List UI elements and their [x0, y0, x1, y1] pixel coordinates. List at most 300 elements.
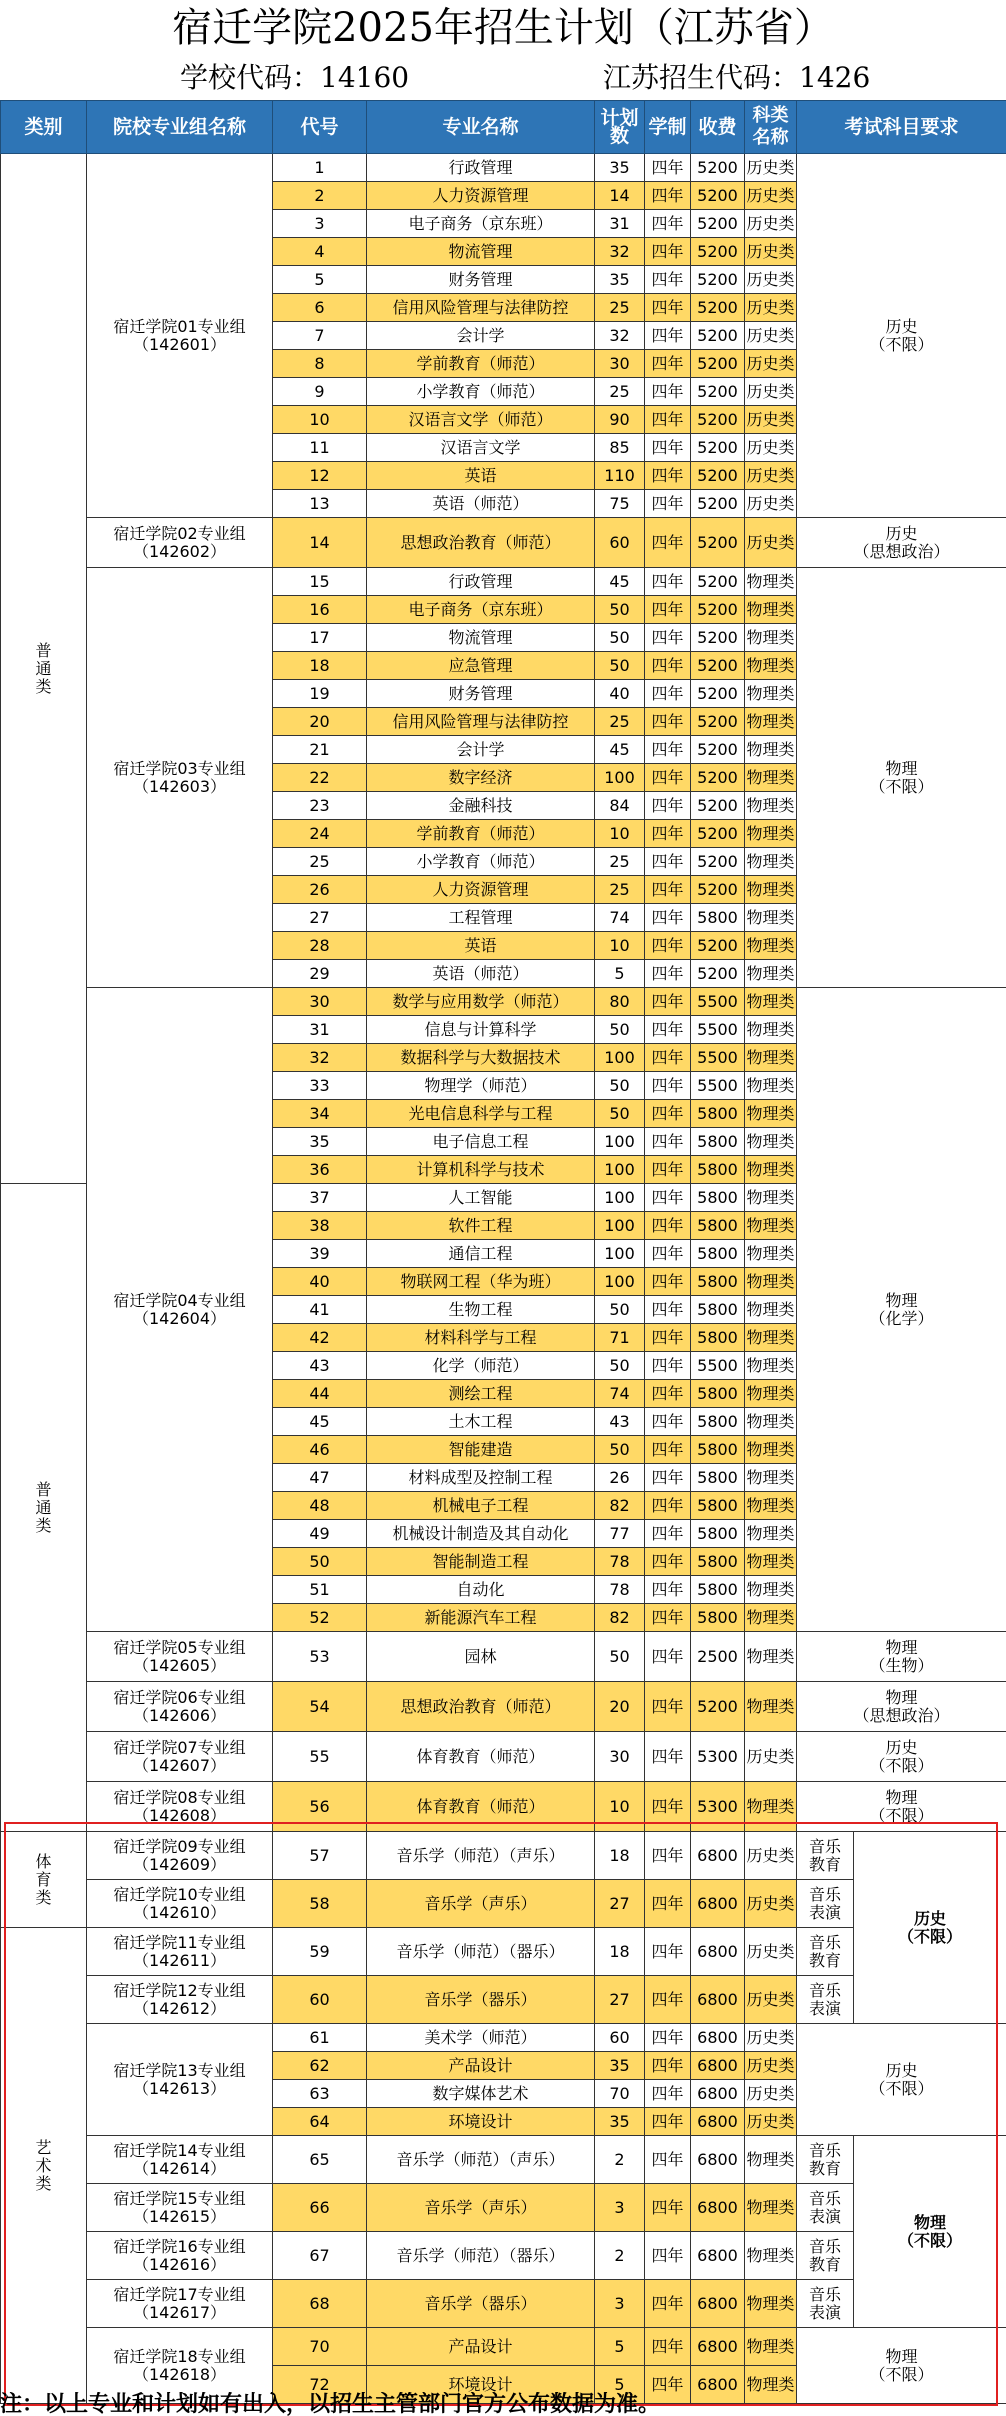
cell-subject: 物理类	[745, 960, 797, 988]
cell-major: 物流管理	[367, 238, 595, 266]
cell-plan: 50	[595, 624, 645, 652]
cell-subject: 历史类	[745, 434, 797, 462]
cell-fee: 5200	[691, 568, 745, 596]
cell-fee: 5800	[691, 904, 745, 932]
cell-subject: 物理类	[745, 2328, 797, 2366]
cell-years: 四年	[645, 1880, 691, 1928]
cell-plan: 50	[595, 1100, 645, 1128]
cell-fee: 5800	[691, 1324, 745, 1352]
cell-fee: 5200	[691, 764, 745, 792]
cell-plan: 26	[595, 1464, 645, 1492]
cell-subject: 物理类	[745, 848, 797, 876]
cell-years: 四年	[645, 2232, 691, 2280]
cell-years: 四年	[645, 1352, 691, 1380]
cell-years: 四年	[645, 2366, 691, 2404]
cell-subject: 物理类	[745, 2184, 797, 2232]
cell-years: 四年	[645, 1548, 691, 1576]
cell-fee: 6800	[691, 2136, 745, 2184]
cell-major: 软件工程	[367, 1212, 595, 1240]
cell-code: 70	[273, 2328, 367, 2366]
cell-fee: 6800	[691, 2280, 745, 2328]
cell-plan: 2	[595, 2232, 645, 2280]
cell-major: 物理学（师范）	[367, 1072, 595, 1100]
cell-major: 计算机科学与技术	[367, 1156, 595, 1184]
cell-fee: 6800	[691, 2024, 745, 2052]
cell-years: 四年	[645, 434, 691, 462]
cell-plan: 50	[595, 652, 645, 680]
group-name: 宿迁学院12专业组	[87, 1982, 272, 2000]
cell-subject: 物理类	[745, 932, 797, 960]
cell-major: 金融科技	[367, 792, 595, 820]
requirement-subject: 物理	[797, 2348, 1006, 2366]
cell-years: 四年	[645, 652, 691, 680]
cell-code: 42	[273, 1324, 367, 1352]
cell-years: 四年	[645, 1928, 691, 1976]
requirement-note: （思想政治）	[797, 1707, 1006, 1725]
group-code: （142606）	[87, 1707, 272, 1725]
cell-plan: 18	[595, 1832, 645, 1880]
category-cell: 艺术类	[1, 1928, 87, 2404]
requirement-subject: 历史	[797, 1739, 1006, 1757]
group-code: （142605）	[87, 1657, 272, 1675]
group-cell	[87, 518, 273, 568]
requirement-subject: 历史	[797, 318, 1006, 336]
group-code: （142610）	[87, 1904, 272, 1922]
group-cell	[87, 1782, 273, 1832]
cell-fee: 5200	[691, 876, 745, 904]
cell-years: 四年	[645, 708, 691, 736]
group-cell	[87, 2232, 273, 2280]
cell-plan: 45	[595, 736, 645, 764]
requirement-cell	[797, 518, 1006, 568]
header-requirement: 考试科目要求	[797, 101, 1006, 154]
cell-code: 31	[273, 1016, 367, 1044]
cell-years: 四年	[645, 1100, 691, 1128]
cell-fee: 5800	[691, 1520, 745, 1548]
requirement-subject: 历史	[797, 525, 1006, 543]
cell-plan: 75	[595, 490, 645, 518]
cell-code: 37	[273, 1184, 367, 1212]
requirement-note: （不限）	[854, 2232, 1006, 2250]
cell-fee: 6800	[691, 2052, 745, 2080]
cell-code: 57	[273, 1832, 367, 1880]
cell-fee: 5500	[691, 1044, 745, 1072]
cell-years: 四年	[645, 1016, 691, 1044]
cell-subject: 物理类	[745, 1408, 797, 1436]
cell-code: 64	[273, 2108, 367, 2136]
cell-years: 四年	[645, 2108, 691, 2136]
cell-plan: 50	[595, 1016, 645, 1044]
cell-subject: 历史类	[745, 350, 797, 378]
cell-major: 音乐学（师范）（声乐）	[367, 2136, 595, 2184]
cell-plan: 110	[595, 462, 645, 490]
cell-plan: 5	[595, 960, 645, 988]
cell-fee: 5800	[691, 1548, 745, 1576]
header-major: 专业名称	[367, 101, 595, 154]
cell-fee: 5800	[691, 1492, 745, 1520]
cell-subject: 物理类	[745, 652, 797, 680]
cell-years: 四年	[645, 1576, 691, 1604]
cell-code: 52	[273, 1604, 367, 1632]
cell-years: 四年	[645, 904, 691, 932]
cell-fee: 5500	[691, 988, 745, 1016]
province-code: 江苏招生代码：1426	[603, 58, 870, 98]
cell-years: 四年	[645, 680, 691, 708]
cell-code: 39	[273, 1240, 367, 1268]
cell-plan: 71	[595, 1324, 645, 1352]
cell-code: 11	[273, 434, 367, 462]
cell-subject: 历史类	[745, 322, 797, 350]
cell-code: 47	[273, 1464, 367, 1492]
cell-major: 思想政治教育（师范）	[367, 518, 595, 568]
cell-plan: 100	[595, 1184, 645, 1212]
cell-major: 化学（师范）	[367, 1352, 595, 1380]
cell-code: 8	[273, 350, 367, 378]
cell-code: 33	[273, 1072, 367, 1100]
cell-major: 环境设计	[367, 2366, 595, 2404]
cell-subject: 物理类	[745, 2232, 797, 2280]
cell-years: 四年	[645, 1268, 691, 1296]
requirement-note: （生物）	[797, 1657, 1006, 1675]
cell-years: 四年	[645, 736, 691, 764]
cell-subject: 历史类	[745, 2052, 797, 2080]
cell-subject: 物理类	[745, 1682, 797, 1732]
group-name: 宿迁学院15专业组	[87, 2190, 272, 2208]
group-code: （142611）	[87, 1952, 272, 1970]
cell-years: 四年	[645, 1976, 691, 2024]
cell-fee: 5800	[691, 1604, 745, 1632]
cell-major: 电子商务（京东班）	[367, 596, 595, 624]
group-name: 宿迁学院07专业组	[87, 1739, 272, 1757]
cell-years: 四年	[645, 596, 691, 624]
group-cell	[87, 1928, 273, 1976]
music-direction-cell: 音乐教育	[797, 1928, 854, 1976]
cell-subject: 物理类	[745, 1520, 797, 1548]
requirement-subject: 物理	[797, 1789, 1006, 1807]
cell-plan: 32	[595, 322, 645, 350]
group-code: （142602）	[87, 543, 272, 561]
cell-fee: 5800	[691, 1380, 745, 1408]
group-name: 宿迁学院01专业组	[87, 318, 272, 336]
cell-code: 35	[273, 1128, 367, 1156]
cell-fee: 6800	[691, 2184, 745, 2232]
cell-fee: 6800	[691, 1832, 745, 1880]
cell-major: 音乐学（声乐）	[367, 2184, 595, 2232]
cell-code: 41	[273, 1296, 367, 1324]
cell-subject: 物理类	[745, 596, 797, 624]
cell-major: 产品设计	[367, 2052, 595, 2080]
cell-code: 12	[273, 462, 367, 490]
music-direction-cell: 音乐教育	[797, 2136, 854, 2184]
cell-major: 思想政治教育（师范）	[367, 1682, 595, 1732]
cell-years: 四年	[645, 294, 691, 322]
cell-subject: 物理类	[745, 904, 797, 932]
requirement-note: （不限）	[797, 336, 1006, 354]
cell-fee: 5200	[691, 848, 745, 876]
cell-subject: 物理类	[745, 1212, 797, 1240]
requirement-subject: 历史	[854, 1910, 1006, 1928]
cell-major: 土木工程	[367, 1408, 595, 1436]
cell-plan: 84	[595, 792, 645, 820]
cell-years: 四年	[645, 518, 691, 568]
category-cell: 普通类	[1, 154, 87, 1184]
group-name: 宿迁学院13专业组	[87, 2062, 272, 2080]
cell-plan: 100	[595, 1268, 645, 1296]
cell-major: 人力资源管理	[367, 876, 595, 904]
cell-fee: 5300	[691, 1782, 745, 1832]
cell-code: 38	[273, 1212, 367, 1240]
cell-major: 园林	[367, 1632, 595, 1682]
cell-code: 20	[273, 708, 367, 736]
group-name: 宿迁学院17专业组	[87, 2286, 272, 2304]
cell-code: 24	[273, 820, 367, 848]
cell-major: 物流管理	[367, 624, 595, 652]
cell-fee: 5800	[691, 1128, 745, 1156]
cell-major: 自动化	[367, 1576, 595, 1604]
cell-major: 机械电子工程	[367, 1492, 595, 1520]
cell-code: 23	[273, 792, 367, 820]
cell-plan: 78	[595, 1548, 645, 1576]
group-code: （142609）	[87, 1856, 272, 1874]
cell-subject: 物理类	[745, 1240, 797, 1268]
requirement-subject: 历史	[797, 2062, 1006, 2080]
requirement-note: （不限）	[797, 2366, 1006, 2384]
cell-code: 1	[273, 154, 367, 182]
cell-code: 30	[273, 988, 367, 1016]
cell-major: 测绘工程	[367, 1380, 595, 1408]
cell-subject: 历史类	[745, 1832, 797, 1880]
cell-code: 58	[273, 1880, 367, 1928]
cell-years: 四年	[645, 1520, 691, 1548]
cell-code: 4	[273, 238, 367, 266]
cell-subject: 物理类	[745, 1464, 797, 1492]
cell-code: 9	[273, 378, 367, 406]
group-code: （142617）	[87, 2304, 272, 2322]
cell-major: 智能建造	[367, 1436, 595, 1464]
music-direction-cell: 音乐表演	[797, 1880, 854, 1928]
cell-years: 四年	[645, 406, 691, 434]
requirement-note: （思想政治）	[797, 543, 1006, 561]
cell-subject: 物理类	[745, 1128, 797, 1156]
group-code: （142603）	[87, 778, 272, 796]
cell-fee: 6800	[691, 2328, 745, 2366]
cell-years: 四年	[645, 1212, 691, 1240]
cell-major: 电子商务（京东班）	[367, 210, 595, 238]
cell-plan: 35	[595, 2108, 645, 2136]
group-code: （142613）	[87, 2080, 272, 2098]
cell-code: 40	[273, 1268, 367, 1296]
cell-subject: 物理类	[745, 1156, 797, 1184]
cell-subject: 物理类	[745, 820, 797, 848]
cell-fee: 5200	[691, 596, 745, 624]
group-name: 宿迁学院05专业组	[87, 1639, 272, 1657]
cell-plan: 25	[595, 876, 645, 904]
cell-subject: 历史类	[745, 2024, 797, 2052]
cell-code: 59	[273, 1928, 367, 1976]
header-subject: 科类名称	[745, 101, 797, 154]
cell-major: 通信工程	[367, 1240, 595, 1268]
cell-subject: 物理类	[745, 1268, 797, 1296]
cell-fee: 5200	[691, 708, 745, 736]
cell-plan: 45	[595, 568, 645, 596]
group-name: 宿迁学院11专业组	[87, 1934, 272, 1952]
cell-major: 汉语言文学	[367, 434, 595, 462]
cell-major: 数学与应用数学（师范）	[367, 988, 595, 1016]
cell-subject: 物理类	[745, 708, 797, 736]
cell-major: 音乐学（师范）（器乐）	[367, 1928, 595, 1976]
group-name: 宿迁学院04专业组	[87, 1292, 272, 1310]
cell-fee: 5800	[691, 1464, 745, 1492]
cell-plan: 3	[595, 2184, 645, 2232]
cell-fee: 5800	[691, 1212, 745, 1240]
requirement-note: （不限）	[854, 1928, 1006, 1946]
cell-code: 2	[273, 182, 367, 210]
cell-plan: 25	[595, 708, 645, 736]
cell-subject: 物理类	[745, 764, 797, 792]
cell-years: 四年	[645, 1832, 691, 1880]
cell-major: 音乐学（器乐）	[367, 1976, 595, 2024]
cell-years: 四年	[645, 490, 691, 518]
cell-code: 16	[273, 596, 367, 624]
cell-code: 54	[273, 1682, 367, 1732]
cell-subject: 物理类	[745, 1548, 797, 1576]
cell-years: 四年	[645, 1380, 691, 1408]
requirement-cell	[797, 2024, 1006, 2136]
cell-subject: 历史类	[745, 1976, 797, 2024]
cell-subject: 物理类	[745, 680, 797, 708]
cell-code: 28	[273, 932, 367, 960]
group-name: 宿迁学院10专业组	[87, 1886, 272, 1904]
cell-major: 信息与计算科学	[367, 1016, 595, 1044]
cell-fee: 5200	[691, 154, 745, 182]
cell-years: 四年	[645, 1240, 691, 1268]
cell-major: 信用风险管理与法律防控	[367, 294, 595, 322]
cell-major: 电子信息工程	[367, 1128, 595, 1156]
cell-subject: 物理类	[745, 1604, 797, 1632]
cell-years: 四年	[645, 1782, 691, 1832]
cell-code: 43	[273, 1352, 367, 1380]
cell-major: 财务管理	[367, 680, 595, 708]
table-row	[1, 1782, 1006, 1832]
header-years: 学制	[645, 101, 691, 154]
cell-major: 机械设计制造及其自动化	[367, 1520, 595, 1548]
cell-code: 72	[273, 2366, 367, 2404]
group-code: （142607）	[87, 1757, 272, 1775]
cell-fee: 6800	[691, 2080, 745, 2108]
cell-subject: 物理类	[745, 792, 797, 820]
category-cell: 普通类	[1, 1184, 87, 1832]
cell-major: 学前教育（师范）	[367, 820, 595, 848]
cell-years: 四年	[645, 1464, 691, 1492]
cell-plan: 50	[595, 1072, 645, 1100]
cell-years: 四年	[645, 2136, 691, 2184]
cell-years: 四年	[645, 1128, 691, 1156]
cell-subject: 历史类	[745, 266, 797, 294]
cell-fee: 5800	[691, 1296, 745, 1324]
cell-major: 环境设计	[367, 2108, 595, 2136]
cell-plan: 50	[595, 1436, 645, 1464]
cell-subject: 物理类	[745, 2280, 797, 2328]
cell-code: 50	[273, 1548, 367, 1576]
cell-subject: 历史类	[745, 518, 797, 568]
cell-major: 产品设计	[367, 2328, 595, 2366]
cell-years: 四年	[645, 1732, 691, 1782]
group-cell	[87, 2024, 273, 2136]
cell-plan: 100	[595, 1156, 645, 1184]
cell-subject: 物理类	[745, 1324, 797, 1352]
cell-plan: 100	[595, 1240, 645, 1268]
cell-fee: 5200	[691, 490, 745, 518]
cell-plan: 90	[595, 406, 645, 434]
cell-code: 49	[273, 1520, 367, 1548]
cell-fee: 5200	[691, 932, 745, 960]
cell-years: 四年	[645, 792, 691, 820]
cell-major: 智能制造工程	[367, 1548, 595, 1576]
cell-plan: 100	[595, 1128, 645, 1156]
cell-fee: 6800	[691, 1928, 745, 1976]
cell-fee: 5300	[691, 1732, 745, 1782]
cell-years: 四年	[645, 2280, 691, 2328]
cell-subject: 历史类	[745, 1880, 797, 1928]
cell-major: 会计学	[367, 736, 595, 764]
cell-code: 48	[273, 1492, 367, 1520]
cell-major: 小学教育（师范）	[367, 378, 595, 406]
requirement-subject: 物理	[797, 1639, 1006, 1657]
cell-fee: 5200	[691, 238, 745, 266]
cell-plan: 18	[595, 1928, 645, 1976]
cell-major: 材料科学与工程	[367, 1324, 595, 1352]
cell-major: 英语（师范）	[367, 960, 595, 988]
cell-plan: 30	[595, 1732, 645, 1782]
cell-major: 人力资源管理	[367, 182, 595, 210]
table-row	[1, 1682, 1006, 1732]
cell-subject: 物理类	[745, 736, 797, 764]
table-row	[1, 2024, 1006, 2052]
requirement-cell	[797, 1682, 1006, 1732]
cell-code: 65	[273, 2136, 367, 2184]
music-direction-cell: 音乐教育	[797, 1832, 854, 1880]
table-row	[1, 154, 1006, 182]
cell-subject: 物理类	[745, 1782, 797, 1832]
table-row	[1, 1632, 1006, 1682]
cell-code: 21	[273, 736, 367, 764]
cell-plan: 25	[595, 848, 645, 876]
cell-code: 68	[273, 2280, 367, 2328]
school-code: 学校代码：14160	[180, 58, 409, 98]
cell-subject: 历史类	[745, 462, 797, 490]
cell-major: 数据科学与大数据技术	[367, 1044, 595, 1072]
requirement-subject: 物理	[797, 760, 1006, 778]
cell-fee: 5200	[691, 322, 745, 350]
cell-code: 19	[273, 680, 367, 708]
cell-plan: 50	[595, 1296, 645, 1324]
group-name: 宿迁学院18专业组	[87, 2348, 272, 2366]
cell-major: 美术学（师范）	[367, 2024, 595, 2052]
cell-fee: 5800	[691, 1156, 745, 1184]
cell-subject: 物理类	[745, 988, 797, 1016]
cell-years: 四年	[645, 2024, 691, 2052]
requirement-note: （不限）	[797, 1757, 1006, 1775]
cell-fee: 6800	[691, 1880, 745, 1928]
cell-fee: 5200	[691, 680, 745, 708]
table-row	[1, 2136, 1006, 2184]
cell-subject: 物理类	[745, 2366, 797, 2404]
cell-code: 25	[273, 848, 367, 876]
cell-major: 物联网工程（华为班）	[367, 1268, 595, 1296]
cell-fee: 5200	[691, 820, 745, 848]
requirement-cell	[797, 988, 1006, 1632]
requirement-subject: 物理	[797, 1689, 1006, 1707]
